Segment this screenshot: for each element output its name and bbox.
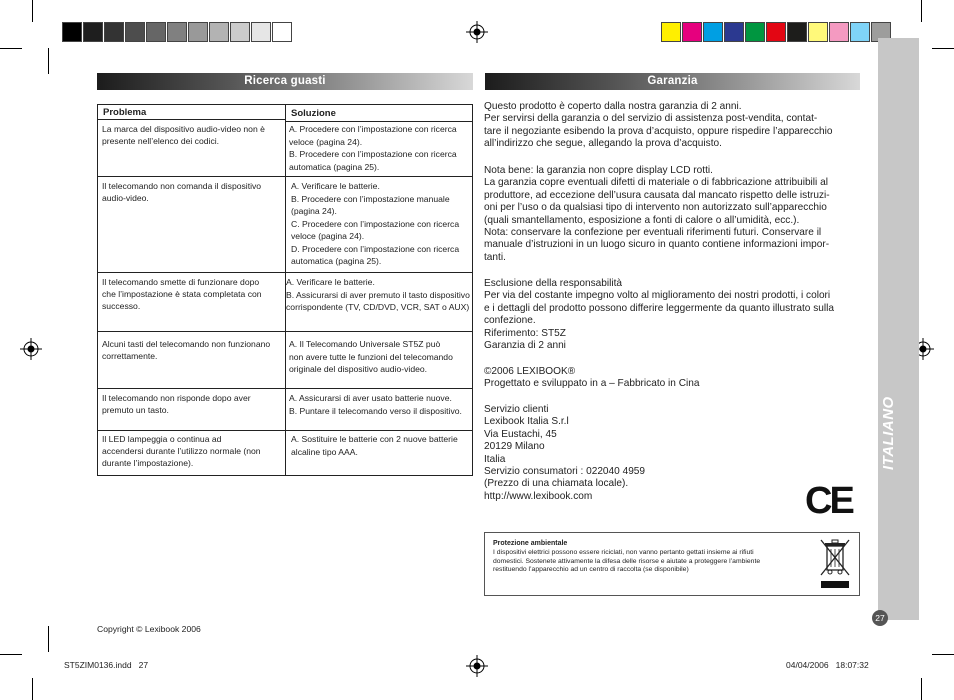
warranty-paragraph: Questo prodotto è coperto dalla nostra garanzia di 2 anni. Per servirsi della garanzia o del servizio di assistenza post-vendita, contat- tare il negoziante esibendo la prova d’acquisto, oppure rispedire l’apparecchio all’indirizzo che segue, allegando la prova d’acquisto. bbox=[484, 101, 833, 150]
solution-cell: A. Verificare le batterie. B. Procedere con l’impostazione manuale (pagina 24). C. Procedere con l’impostazione con ricerca veloce (pagina 24). D. Procedere con l’impostazione con ricerca automatica (pagina 25). bbox=[291, 181, 460, 266]
color-swatch bbox=[850, 22, 870, 42]
column-header-problem: Problema bbox=[103, 107, 147, 118]
problem-cell: La marca del dispositivo audio-video non è presente nell’elenco dei codici. bbox=[102, 124, 265, 146]
color-swatch bbox=[745, 22, 765, 42]
color-swatch bbox=[104, 22, 124, 42]
section-header-troubleshooting: Ricerca guasti bbox=[97, 73, 473, 90]
footer-file-name: ST5ZIM0136.indd 27 bbox=[64, 660, 149, 670]
color-swatch bbox=[272, 22, 292, 42]
problem-cell: Il LED lampeggia o continua ad accendersi durante l’utilizzo normale (non durante l’impostazione). bbox=[102, 434, 261, 468]
problem-cell: Il telecomando non risponde dopo aver premuto un tasto. bbox=[102, 393, 251, 415]
color-swatch bbox=[62, 22, 82, 42]
solution-cell: A. Sostituire le batterie con 2 nuove batterie alcaline tipo AAA. bbox=[291, 434, 458, 457]
solution-cell: A. Il Telecomando Universale ST5Z può non avere tutte le funzioni del telecomando originale del dispositivo audio-video. bbox=[289, 339, 453, 374]
footer-date: 04/04/2006 18:07:32 bbox=[786, 660, 869, 670]
color-swatch bbox=[808, 22, 828, 42]
table-row bbox=[98, 331, 472, 388]
table-row bbox=[98, 176, 472, 272]
color-swatch bbox=[682, 22, 702, 42]
color-swatch bbox=[766, 22, 786, 42]
registration-mark-icon bbox=[466, 21, 488, 43]
solution-cell: A. Verificare le batterie. B. Assicurarsi di aver premuto il tasto dispositivo corrispondente (TV, CD/DVD, VCR, SAT o AUX) bbox=[286, 277, 470, 312]
color-swatch bbox=[703, 22, 723, 42]
solution-cell: A. Procedere con l’impostazione con ricerca veloce (pagina 24). B. Procedere con l’impostazione con ricerca automatica (pagina 25). bbox=[289, 124, 457, 172]
ce-mark-icon: CE bbox=[805, 480, 852, 522]
color-swatch bbox=[125, 22, 145, 42]
problem-cell: Il telecomando non comanda il dispositivo audio-video. bbox=[102, 181, 262, 203]
color-swatch bbox=[188, 22, 208, 42]
color-swatch bbox=[146, 22, 166, 42]
color-swatch bbox=[724, 22, 744, 42]
color-swatch bbox=[209, 22, 229, 42]
environment-notice-text: I dispositivi elettrici possono essere riciclati, non vanno pertanto gettati insieme ai rifiuti domestici. Sostenete attivamente la difesa delle risorse e aiutate a proteggere l’ambiente restituendo l’apparecchio ad un centro di raccolta (se disponibile) bbox=[493, 549, 761, 574]
color-swatch bbox=[251, 22, 271, 42]
section-header-warranty: Garanzia bbox=[485, 73, 860, 90]
registration-mark-icon bbox=[466, 655, 488, 677]
environment-notice-box bbox=[484, 532, 860, 596]
table-row bbox=[98, 388, 472, 430]
customer-service-paragraph: Servizio clienti Lexibook Italia S.r.l Via Eustachi, 45 20129 Milano Italia Servizio consumatori : 022040 4959 (Prezzo di una chiamata locale). http://www.lexibook.com bbox=[484, 404, 646, 502]
color-swatch bbox=[829, 22, 849, 42]
color-swatch bbox=[167, 22, 187, 42]
registration-mark-icon bbox=[20, 338, 42, 360]
column-header-solution: Soluzione bbox=[291, 108, 336, 119]
table-row bbox=[98, 272, 472, 331]
environment-notice-title: Protezione ambientale bbox=[493, 540, 568, 547]
problem-cell: Alcuni tasti del telecomando non funzionano correttamente. bbox=[102, 339, 271, 361]
page-number-badge: 27 bbox=[872, 610, 888, 626]
language-label: ITALIANO bbox=[880, 396, 897, 470]
copyright-lexibook-paragraph: ©2006 LEXIBOOK® Progettato e sviluppato in a – Fabbricato in Cina bbox=[484, 366, 700, 390]
warranty-note-paragraph: Nota bene: la garanzia non copre display LCD rotti. La garanzia copre eventuali difetti di materiale o di fabbricazione attribuibili al produttore, ad eccezione dell’usura causata dal mancato rispetto delle istruzi- oni per l’uso o da qualsiasi tipo di intervento non autorizzato sull’apparecchio (quali smantellamento, esposizione a fonti di calore o all’umidità, ecc.). Nota: conservare la confezione per eventuali riferimenti futuri. Conservare il manuale d’istruzioni in un luogo sicuro in quanto contiene informazioni impor- tanti. bbox=[484, 165, 830, 263]
copyright-text: Copyright © Lexibook 2006 bbox=[97, 624, 201, 634]
crossed-bin-icon bbox=[818, 537, 852, 591]
table-row bbox=[98, 430, 472, 475]
language-sidebar bbox=[878, 38, 919, 620]
problem-cell: Il telecomando smette di funzionare dopo che l’impostazione è stata completata con successo. bbox=[102, 277, 262, 311]
color-swatch bbox=[661, 22, 681, 42]
troubleshooting-table bbox=[97, 104, 473, 476]
color-swatch bbox=[230, 22, 250, 42]
disclaimer-paragraph: Esclusione della responsabilità Per via del costante impegno volto al miglioramento dei nostri prodotti, i colori e i dettagli del prodotto possono differire leggermente da quanto illustrato sulla confezione. Riferimento: ST5Z Garanzia di 2 anni bbox=[484, 278, 834, 352]
color-swatch bbox=[83, 22, 103, 42]
solution-cell: A. Assicurarsi di aver usato batterie nuove. B. Puntare il telecomando verso il dispositivo. bbox=[289, 393, 462, 416]
table-row bbox=[98, 121, 472, 176]
color-swatch bbox=[787, 22, 807, 42]
